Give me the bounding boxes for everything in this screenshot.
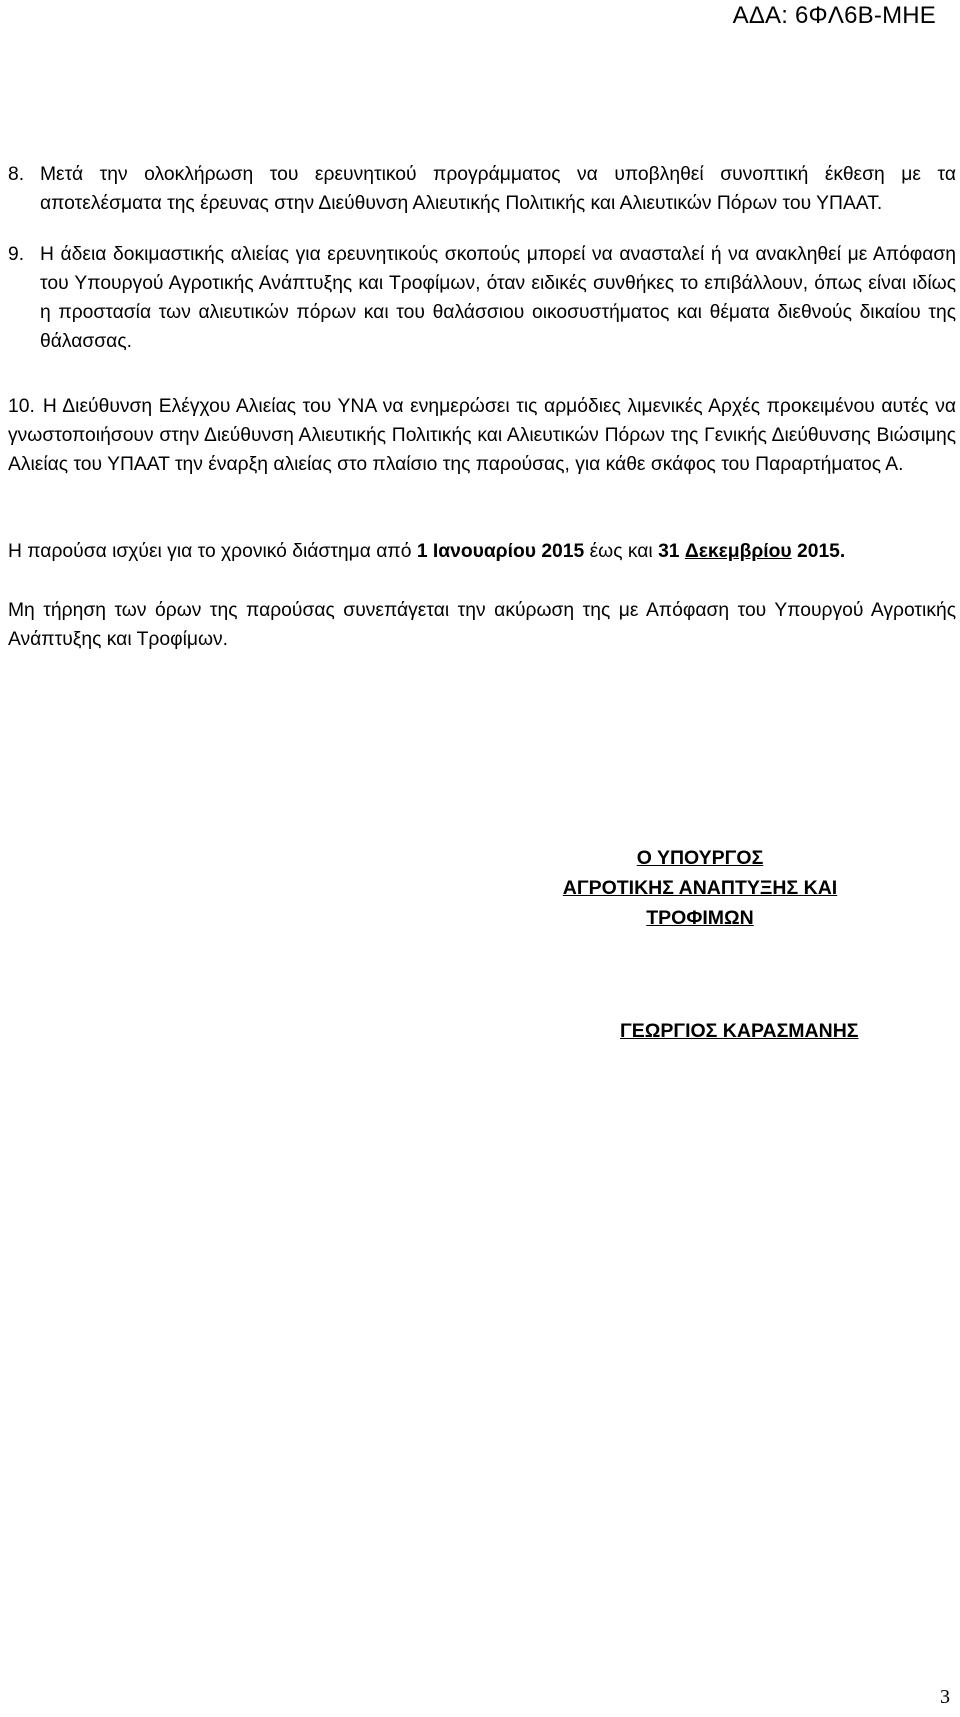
- signatory-name: ΓΕΩΡΓΙΟΣ ΚΑΡΑΣΜΑΝΗΣ: [620, 1020, 859, 1042]
- page-number: 3: [940, 1686, 950, 1708]
- minister-title-line1: Ο ΥΠΟΥΡΓΟΣ: [636, 847, 764, 869]
- item-text: Μετά την ολοκλήρωση του ερευνητικού προγράμματος να υποβληθεί συνοπτική έκθεση με τα αποτελέσματα της έρευνας στην Διεύθυνση Αλιευτικής Πολιτικής και Αλιευτικών Πόρων του ΥΠΑΑΤ.: [40, 164, 956, 214]
- list-item: [8, 392, 956, 479]
- ada-identifier: ΑΔΑ: 6ΦΛ6Β-ΜΗΕ: [732, 2, 936, 29]
- validity-end-month: Δεκεμβρίου: [684, 541, 792, 562]
- validity-middle: έως και: [584, 541, 659, 562]
- validity-paragraph: [8, 537, 956, 566]
- list-item: [8, 160, 956, 218]
- validity-end-day: 31: [658, 541, 680, 562]
- item-number: 8.: [8, 164, 25, 185]
- document-body: [8, 160, 956, 654]
- signature-title: [540, 843, 860, 933]
- list-item: [8, 240, 956, 356]
- item-text: Η άδεια δοκιμαστικής αλιείας για ερευνητικούς σκοπούς μπορεί να ανασταλεί ή να ανακληθεί με Απόφαση του Υπουργού Αγροτικής Ανάπτυξης και Τροφίμων, όταν ειδικές συνθήκες το επιβάλλουν, όπως είναι ιδίως η προστασία των αλιευτικών πόρων και του θαλάσσιου οικοσυστήματος και θέματα διεθνούς δικαίου της θάλασσας.: [40, 244, 956, 352]
- validity-end-year: 2015.: [797, 541, 846, 562]
- validity-start-date: 1 Ιανουαρίου 2015: [416, 541, 585, 562]
- item-number: 10.: [8, 396, 35, 417]
- item-text: Η Διεύθυνση Ελέγχου Αλιείας του ΥΝΑ να ενημερώσει τις αρμόδιες λιμενικές Αρχές προκειμένου αυτές να γνωστοποιήσουν στην Διεύθυνση Αλιευτικής Πολιτικής και Αλιευτικών Πόρων της Γενικής Διεύθυνσης Βιώσιμης Αλιείας του ΥΠΑΑΤ την έναρξη αλιείας στο πλαίσιο της παρούσας, για κάθε σκάφος του Παραρτήματος Α.: [8, 396, 956, 475]
- validity-prefix: Η παρούσα ισχύει για το χρονικό διάστημα από: [8, 541, 417, 562]
- non-observance-paragraph: Μη τήρηση των όρων της παρούσας συνεπάγεται την ακύρωση της με Απόφαση του Υπουργού Αγροτικής Ανάπτυξης και Τροφίμων.: [8, 600, 956, 650]
- minister-title-line2: ΑΓΡΟΤΙΚΗΣ ΑΝΑΠΤΥΞΗΣ ΚΑΙ ΤΡΟΦΙΜΩΝ: [562, 877, 838, 929]
- item-number: 9.: [8, 244, 25, 265]
